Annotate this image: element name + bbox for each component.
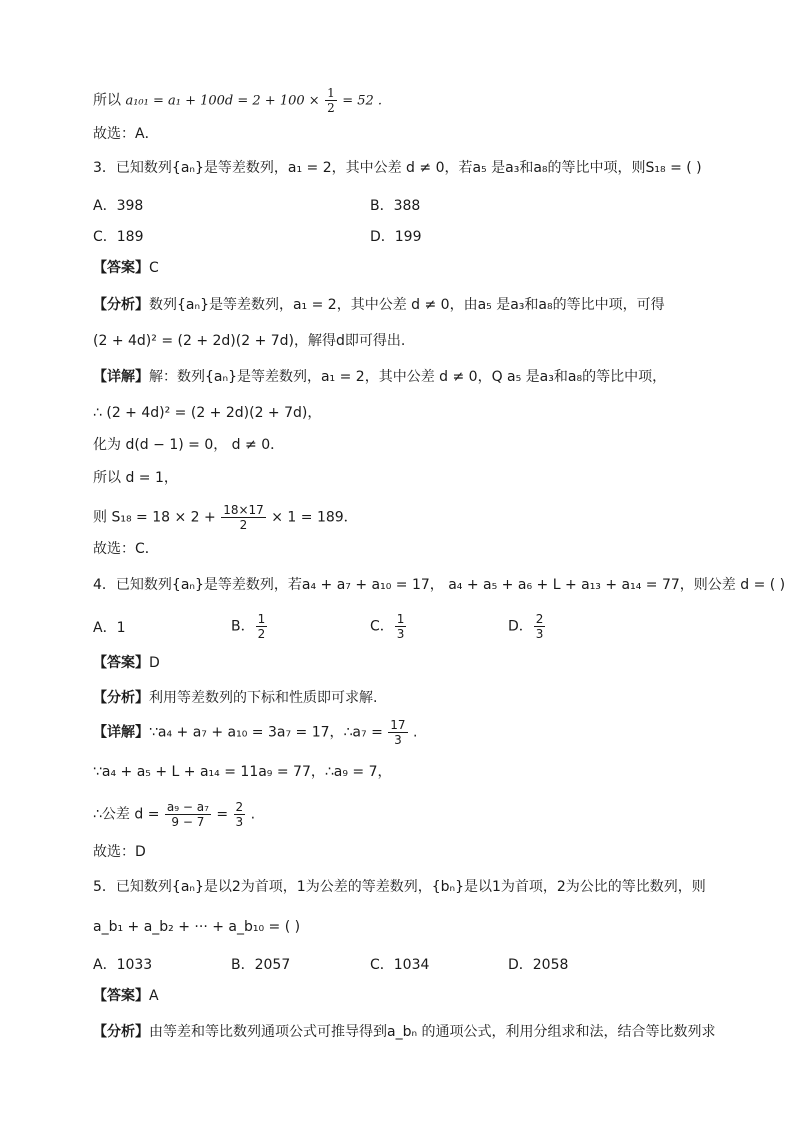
fraction-2-over-3: $\frac{2}{3}$ <box>235 800 244 829</box>
question-5: 5．已知数列{aₙ}是以2为首项，1为公差的等差数列，{bₙ}是以1为首项，2为公比的等比数列，则 <box>93 879 706 895</box>
line-a101: 所以 a₁₀₁ = a₁ + 100d = 2 + 100 × $\frac{1}{2}$ = 52 . <box>93 86 383 115</box>
q5-option-b: B．2057 <box>231 957 291 973</box>
q4-detail-line2: ∵a₄ + a₅ + L + a₁₄ = 11a₉ = 77，∴a₉ = 7， <box>93 764 392 780</box>
q3-option-a: A．398 <box>93 198 144 214</box>
q4-analysis: 【分析】利用等差数列的下标和性质即可求解. <box>93 690 378 706</box>
q4-detail-line3: ∴公差 d = $\frac{\text{a₉ − a₇}}{9 - 7}$ = $\frac{2}{3}$ . <box>93 800 256 829</box>
q4-option-c: C． $\frac{1}{3}$ <box>370 612 405 641</box>
q3-detail: 【详解】解：数列{aₙ}是等差数列，a₁ = 2，其中公差 d ≠ 0，Q a₅ 是a₃和a₈的等比中项， <box>93 369 667 385</box>
fraction-18x17-over-2: $\frac{18\times 17}{2}$ <box>223 503 264 532</box>
q4-conclusion: 故选：D <box>93 844 146 860</box>
q3-option-b: B．388 <box>370 198 421 214</box>
q4-option-d: D． $\frac{2}{3}$ <box>508 612 544 641</box>
q3-analysis-line2: (2 + 4d)² = (2 + 2d)(2 + 7d)，解得d即可得出. <box>93 333 406 349</box>
q4-option-a: A．1 <box>93 620 126 636</box>
q5-answer: 【答案】A <box>93 988 159 1004</box>
fraction-difference: $\frac{\text{a₉ − a₇}}{9 - 7}$ <box>166 800 209 829</box>
q5-option-d: D．2058 <box>508 957 569 973</box>
q3-analysis: 【分析】数列{aₙ}是等差数列，a₁ = 2，其中公差 d ≠ 0，由a₅ 是a₃和a₈的等比中项，可得 <box>93 297 665 313</box>
q4-option-b: B． $\frac{1}{2}$ <box>231 612 266 641</box>
q3-option-d: D．199 <box>370 229 422 245</box>
q3-detail-line4: 所以 d = 1， <box>93 470 178 486</box>
line-answer-choice-a: 故选：A． <box>93 126 159 142</box>
q5-option-c: C．1034 <box>370 957 430 973</box>
q5-option-a: A．1033 <box>93 957 153 973</box>
q3-detail-line2: ∴ (2 + 4d)² = (2 + 2d)(2 + 7d)， <box>93 405 322 421</box>
question-4: 4．已知数列{aₙ}是等差数列，若a₄ + a₇ + a₁₀ = 17， a₄ + a₅ + a₆ + L + a₁₃ + a₁₄ = 77，则公差 d = ( ) <box>93 577 786 593</box>
question-5-line2: a_b₁ + a_b₂ + ··· + a_b₁₀ = ( ) <box>93 919 301 935</box>
q4-answer: 【答案】D <box>93 655 160 671</box>
q4-detail: 【详解】∵a₄ + a₇ + a₁₀ = 3a₇ = 17，∴a₇ = $\frac{17}{3}$ . <box>93 718 418 747</box>
q3-detail-line5: 则 S₁₈ = 18 × 2 + $\frac{18\times 17}{2}$ × 1 = 189． <box>93 503 358 532</box>
fraction-17-over-3: $\frac{17}{3}$ <box>390 718 406 747</box>
q3-detail-line3: 化为 d(d − 1) = 0， d ≠ 0． <box>93 437 285 453</box>
fraction-half: $\frac{1}{2}$ <box>327 86 335 115</box>
q5-analysis: 【分析】由等差和等比数列通项公式可推导得到a_bₙ 的通项公式，利用分组求和法，结合等比数列求 <box>93 1024 716 1040</box>
question-3: 3．已知数列{aₙ}是等差数列，a₁ = 2，其中公差 d ≠ 0，若a₅ 是a₃和a₈的等比中项，则S₁₈ = ( ) <box>93 160 702 176</box>
q3-answer: 【答案】C <box>93 260 159 276</box>
q3-option-c: C．189 <box>93 229 144 245</box>
q3-conclusion: 故选：C． <box>93 541 159 557</box>
